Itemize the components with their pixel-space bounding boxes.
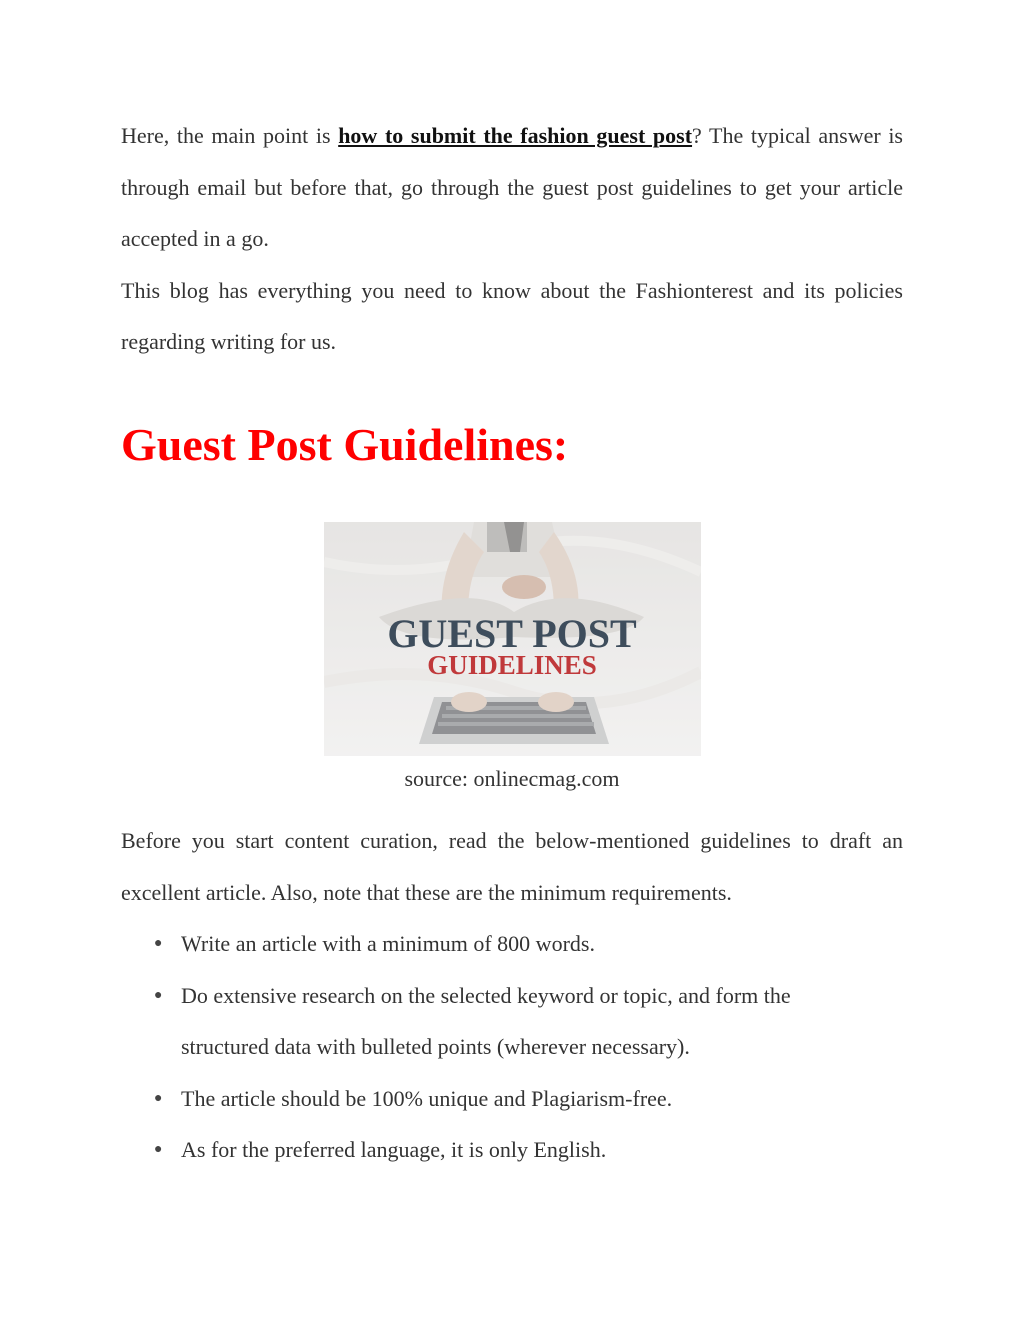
intro-suffix: ? The typical answer is through email but before that, go through the guest post guidelines to get your article accepted in a go. xyxy=(121,123,903,251)
blog-paragraph: This blog has everything you need to know about the Fashionterest and its policies regarding writing for us. xyxy=(121,277,903,354)
image-title-line1: GUEST POST xyxy=(387,611,637,656)
bullet-icon: ● xyxy=(154,987,163,1003)
intro-prefix: Here, the main point is xyxy=(121,123,339,148)
submit-guest-post-link[interactable]: how to submit the fashion guest post xyxy=(338,123,693,148)
guidelines-list xyxy=(121,918,903,1176)
image-caption: source: onlinecmag.com xyxy=(404,766,620,791)
list-item-text: As for the preferred language, it is only English. xyxy=(181,1137,607,1162)
section-heading: Guest Post Guidelines: xyxy=(121,419,569,470)
list-item-text: The article should be 100% unique and Plagiarism-free. xyxy=(181,1085,673,1111)
laptop-photo-icon xyxy=(324,522,701,756)
guidelines-intro-paragraph: Before you start content curation, read the below-mentioned guidelines to draft an excellent article. Also, note that these are the minimum requirements. xyxy=(121,828,903,905)
intro-paragraph xyxy=(121,110,903,265)
guest-post-image xyxy=(324,522,701,756)
list-item xyxy=(121,918,903,970)
bullet-icon: ● xyxy=(154,1142,163,1157)
list-item xyxy=(121,970,903,1073)
list-item xyxy=(121,1124,903,1176)
list-item-text: Do extensive research on the selected keyword or topic, and form the structured data with bulleted points (wherever necessary). xyxy=(181,982,791,1059)
bullet-icon: ● xyxy=(154,1090,163,1106)
list-item xyxy=(121,1073,903,1125)
list-item-text: Write an article with a minimum of 800 words. xyxy=(181,931,595,956)
image-title-line2: GUIDELINES xyxy=(427,650,597,680)
document-page xyxy=(121,110,903,1162)
bullet-icon: ● xyxy=(154,936,163,951)
